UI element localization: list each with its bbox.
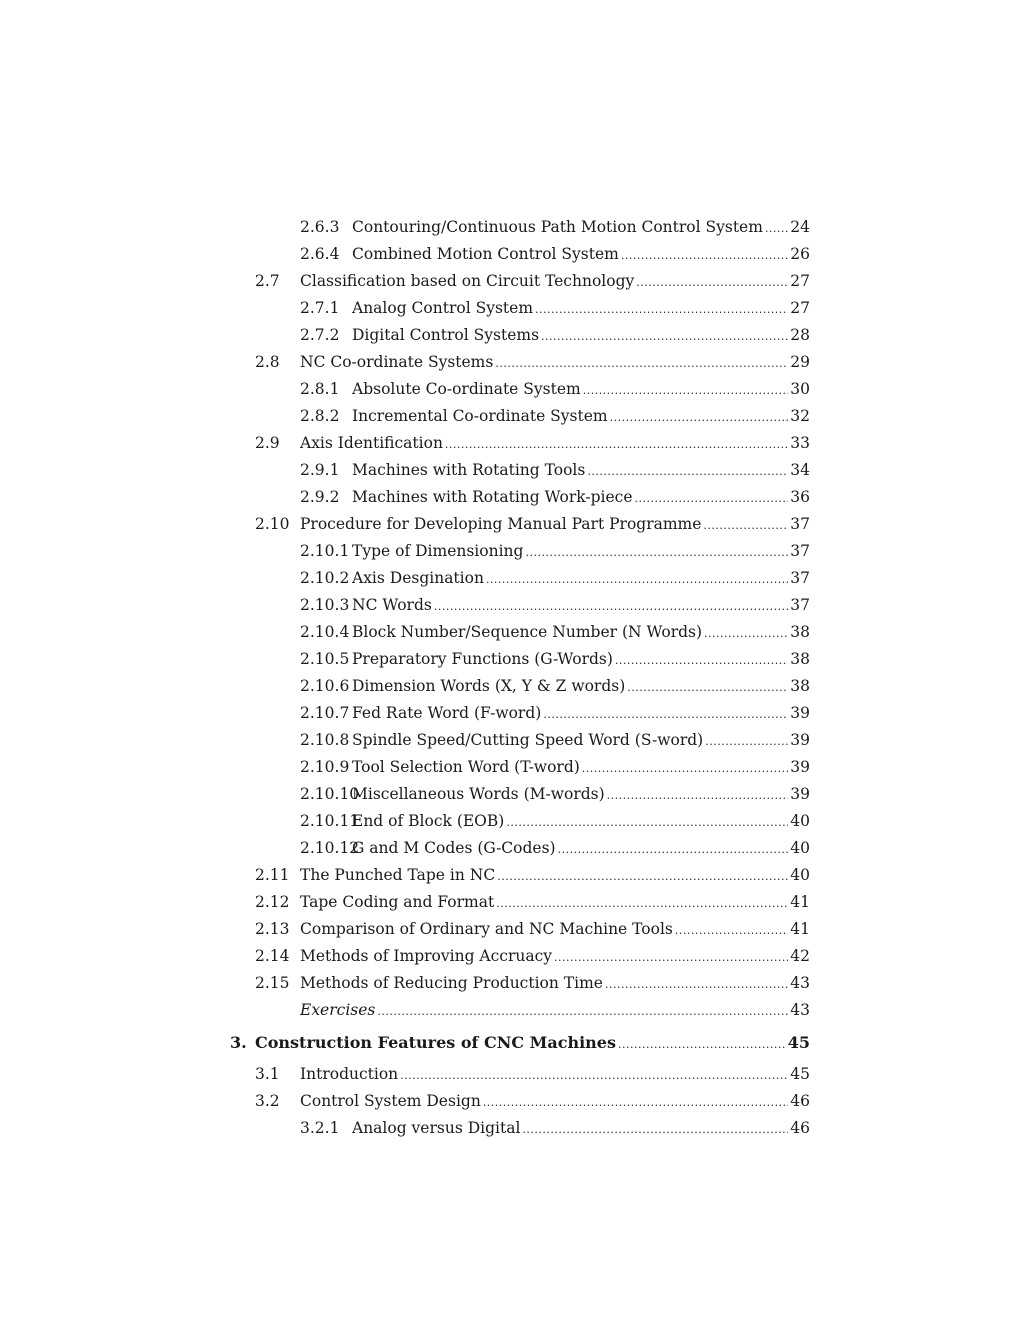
toc-entry-title: Machines with Rotating Work-piece: [352, 488, 633, 506]
dot-leader: [486, 566, 788, 593]
toc-entry: [0, 700, 1020, 727]
dot-leader: [704, 620, 788, 647]
dot-leader: [506, 809, 788, 836]
toc-entry: [0, 565, 1020, 592]
toc-entry-number: 2.10.2: [300, 569, 350, 587]
toc-entry-page: 30: [790, 380, 810, 398]
toc-entry-page: 39: [790, 758, 810, 776]
toc-entry-title: Introduction: [300, 1065, 399, 1083]
toc-entry-number: 2.14: [255, 947, 290, 965]
toc-entry-title: Contouring/Continuous Path Motion Control System: [352, 218, 763, 236]
toc-entry-title: Comparison of Ordinary and NC Machine Tools: [300, 920, 673, 938]
toc-entry: [0, 673, 1020, 700]
toc-entry-number: 2.9.2: [300, 488, 340, 506]
toc-entry: [0, 457, 1020, 484]
toc-entry-number: 2.9: [255, 434, 280, 452]
toc-entry-number: 3.: [230, 1033, 247, 1052]
toc-entry-title: Absolute Co-ordinate System: [352, 380, 581, 398]
toc-entry-page: 46: [790, 1092, 810, 1110]
toc-entry-page: 45: [787, 1033, 810, 1052]
dot-leader: [605, 971, 788, 998]
dot-leader: [703, 512, 788, 539]
toc-chapter-entry: [0, 1026, 1020, 1059]
dot-leader: [434, 593, 788, 620]
toc-entry-number: 2.8: [255, 353, 280, 371]
dot-leader: [627, 674, 788, 701]
dot-leader: [400, 1062, 788, 1089]
dot-leader: [522, 1116, 788, 1143]
toc-entry-title: Incremental Co-ordinate System: [352, 407, 608, 425]
toc-entry-title: Axis Identification: [300, 434, 443, 452]
toc-entry-page: 38: [790, 623, 810, 641]
toc-entry-title: Preparatory Functions (G-Words): [352, 650, 613, 668]
toc-entry-page: 26: [790, 245, 810, 263]
toc-entry-number: 2.10.1: [300, 542, 350, 560]
dot-leader: [615, 647, 788, 674]
toc-entry: [0, 1088, 1020, 1115]
toc-entry-number: 2.7.2: [300, 326, 340, 344]
toc-entry-page: 28: [790, 326, 810, 344]
toc-entry: [0, 430, 1020, 457]
toc-entry: [0, 727, 1020, 754]
dot-leader: [445, 431, 788, 458]
toc-entry-page: 40: [790, 812, 810, 830]
toc-entry-title: Analog Control System: [352, 299, 534, 317]
toc-entry-page: 37: [790, 542, 810, 560]
toc-entry-number: 2.7.1: [300, 299, 340, 317]
toc-entry-title: Construction Features of CNC Machines: [255, 1033, 616, 1052]
toc-entry-title: Procedure for Developing Manual Part Programme: [300, 515, 702, 533]
toc-entry-title: Spindle Speed/Cutting Speed Word (S-word): [352, 731, 704, 749]
toc-entry-title: Analog versus Digital: [352, 1119, 521, 1137]
toc-entry-title: Methods of Improving Accruacy: [300, 947, 553, 965]
dot-leader: [765, 215, 788, 242]
toc-entry-title: Dimension Words (X, Y & Z words): [352, 677, 626, 695]
toc-entry-page: 39: [790, 731, 810, 749]
toc-entry: [0, 808, 1020, 835]
toc-entry-title: Machines with Rotating Tools: [352, 461, 586, 479]
toc-entry-title: Miscellaneous Words (M-words): [352, 785, 605, 803]
toc-entry-title: Classification based on Circuit Technology: [300, 272, 635, 290]
dot-leader: [610, 404, 789, 431]
dot-leader: [377, 998, 788, 1025]
toc-entry: [0, 889, 1020, 916]
toc-entry: [0, 997, 1020, 1024]
toc-entry-title: Digital Control Systems: [352, 326, 540, 344]
toc-entry-title: Tool Selection Word (T-word): [352, 758, 580, 776]
dot-leader: [543, 701, 788, 728]
toc-entry-number: 2.6.4: [300, 245, 340, 263]
toc-entry-page: 38: [790, 677, 810, 695]
toc-entry-title: The Punched Tape in NC: [300, 866, 496, 884]
toc-entry: [0, 1061, 1020, 1088]
toc-entry-number: 3.2: [255, 1092, 280, 1110]
toc-entry-number: 2.10: [255, 515, 290, 533]
toc-entry-page: 24: [790, 218, 810, 236]
toc-entry-page: 41: [790, 920, 810, 938]
dot-leader: [582, 755, 788, 782]
toc-entry-title: Combined Motion Control System: [352, 245, 619, 263]
toc-entry-page: 43: [790, 974, 810, 992]
toc-entry-page: 45: [790, 1065, 810, 1083]
toc-entry-page: 39: [790, 785, 810, 803]
toc-entry-title: Methods of Reducing Production Time: [300, 974, 603, 992]
dot-leader: [496, 890, 788, 917]
toc-entry-title: Fed Rate Word (F-word): [352, 704, 542, 722]
dot-leader: [497, 863, 788, 890]
toc-entry-number: 2.10.8: [300, 731, 350, 749]
toc-entry-number: 2.6.3: [300, 218, 340, 236]
toc-entry-number: 2.10.3: [300, 596, 350, 614]
table-of-contents: [0, 214, 1020, 1142]
toc-entry-title: Control System Design: [300, 1092, 481, 1110]
toc-entry: [0, 646, 1020, 673]
toc-entry: [0, 970, 1020, 997]
dot-leader: [558, 836, 789, 863]
toc-entry-number: 3.2.1: [300, 1119, 340, 1137]
toc-entry-number: 2.10.6: [300, 677, 350, 695]
toc-entry-number: 2.7: [255, 272, 280, 290]
toc-entry-page: 37: [790, 596, 810, 614]
toc-entry-title: End of Block (EOB): [352, 812, 505, 830]
toc-entry: [0, 295, 1020, 322]
toc-entry-number: 2.11: [255, 866, 290, 884]
toc-entry-number: 2.15: [255, 974, 290, 992]
toc-entry: [0, 1115, 1020, 1142]
dot-leader: [483, 1089, 788, 1116]
toc-entry-title: Exercises: [300, 1001, 376, 1019]
dot-leader: [636, 269, 788, 296]
toc-entry-title: Block Number/Sequence Number (N Words): [352, 623, 703, 641]
toc-entry: [0, 862, 1020, 889]
toc-entry-number: 2.13: [255, 920, 290, 938]
toc-entry-page: 43: [790, 1001, 810, 1019]
toc-entry-page: 33: [790, 434, 810, 452]
toc-entry-number: 2.10.12: [300, 839, 360, 857]
dot-leader: [495, 350, 788, 377]
toc-entry-number: 2.8.1: [300, 380, 340, 398]
toc-entry-page: 34: [790, 461, 810, 479]
toc-entry-page: 36: [790, 488, 810, 506]
toc-entry-number: 2.9.1: [300, 461, 340, 479]
toc-entry-number: 2.12: [255, 893, 290, 911]
toc-entry-page: 27: [790, 272, 810, 290]
toc-entry: [0, 835, 1020, 862]
toc-entry-title: Type of Dimensioning: [352, 542, 524, 560]
toc-entry-number: 3.1: [255, 1065, 280, 1083]
toc-entry: [0, 214, 1020, 241]
toc-entry-page: 46: [790, 1119, 810, 1137]
toc-entry-number: 2.10.10: [300, 785, 360, 803]
toc-entry: [0, 403, 1020, 430]
toc-entry-number: 2.10.7: [300, 704, 350, 722]
toc-entry-number: 2.10.4: [300, 623, 350, 641]
dot-leader: [525, 539, 788, 566]
toc-entry-title: G and M Codes (G-Codes): [352, 839, 556, 857]
toc-entry-page: 27: [790, 299, 810, 317]
toc-entry: [0, 592, 1020, 619]
toc-entry-page: 42: [790, 947, 810, 965]
toc-entry-title: Axis Desgination: [352, 569, 484, 587]
toc-entry: [0, 754, 1020, 781]
toc-entry-page: 29: [790, 353, 810, 371]
toc-entry-page: 37: [790, 569, 810, 587]
toc-entry: [0, 268, 1020, 295]
toc-entry: [0, 349, 1020, 376]
toc-entry-page: 40: [790, 866, 810, 884]
toc-entry-page: 38: [790, 650, 810, 668]
toc-entry-number: 2.10.9: [300, 758, 350, 776]
dot-leader: [705, 728, 788, 755]
dot-leader: [583, 377, 789, 404]
dot-leader: [587, 458, 788, 485]
toc-entry: [0, 376, 1020, 403]
toc-entry: [0, 241, 1020, 268]
toc-entry-number: 2.10.5: [300, 650, 350, 668]
dot-leader: [541, 323, 788, 350]
toc-entry: [0, 916, 1020, 943]
dot-leader: [554, 944, 788, 971]
toc-entry: [0, 511, 1020, 538]
dot-leader: [635, 485, 789, 512]
toc-entry: [0, 322, 1020, 349]
toc-entry-title: Tape Coding and Format: [300, 893, 495, 911]
toc-entry-page: 40: [790, 839, 810, 857]
dot-leader: [618, 1028, 786, 1061]
toc-entry-title: NC Co-ordinate Systems: [300, 353, 494, 371]
toc-entry-title: NC Words: [352, 596, 432, 614]
dot-leader: [621, 242, 788, 269]
toc-entry-page: 41: [790, 893, 810, 911]
toc-entry: [0, 619, 1020, 646]
toc-entry-number: 2.10.11: [300, 812, 360, 830]
toc-entry-number: 2.8.2: [300, 407, 340, 425]
toc-entry-page: 39: [790, 704, 810, 722]
dot-leader: [675, 917, 788, 944]
toc-entry-page: 32: [790, 407, 810, 425]
toc-entry: [0, 781, 1020, 808]
toc-entry: [0, 484, 1020, 511]
dot-leader: [535, 296, 788, 323]
toc-entry: [0, 538, 1020, 565]
toc-entry: [0, 943, 1020, 970]
dot-leader: [607, 782, 789, 809]
toc-entry-page: 37: [790, 515, 810, 533]
